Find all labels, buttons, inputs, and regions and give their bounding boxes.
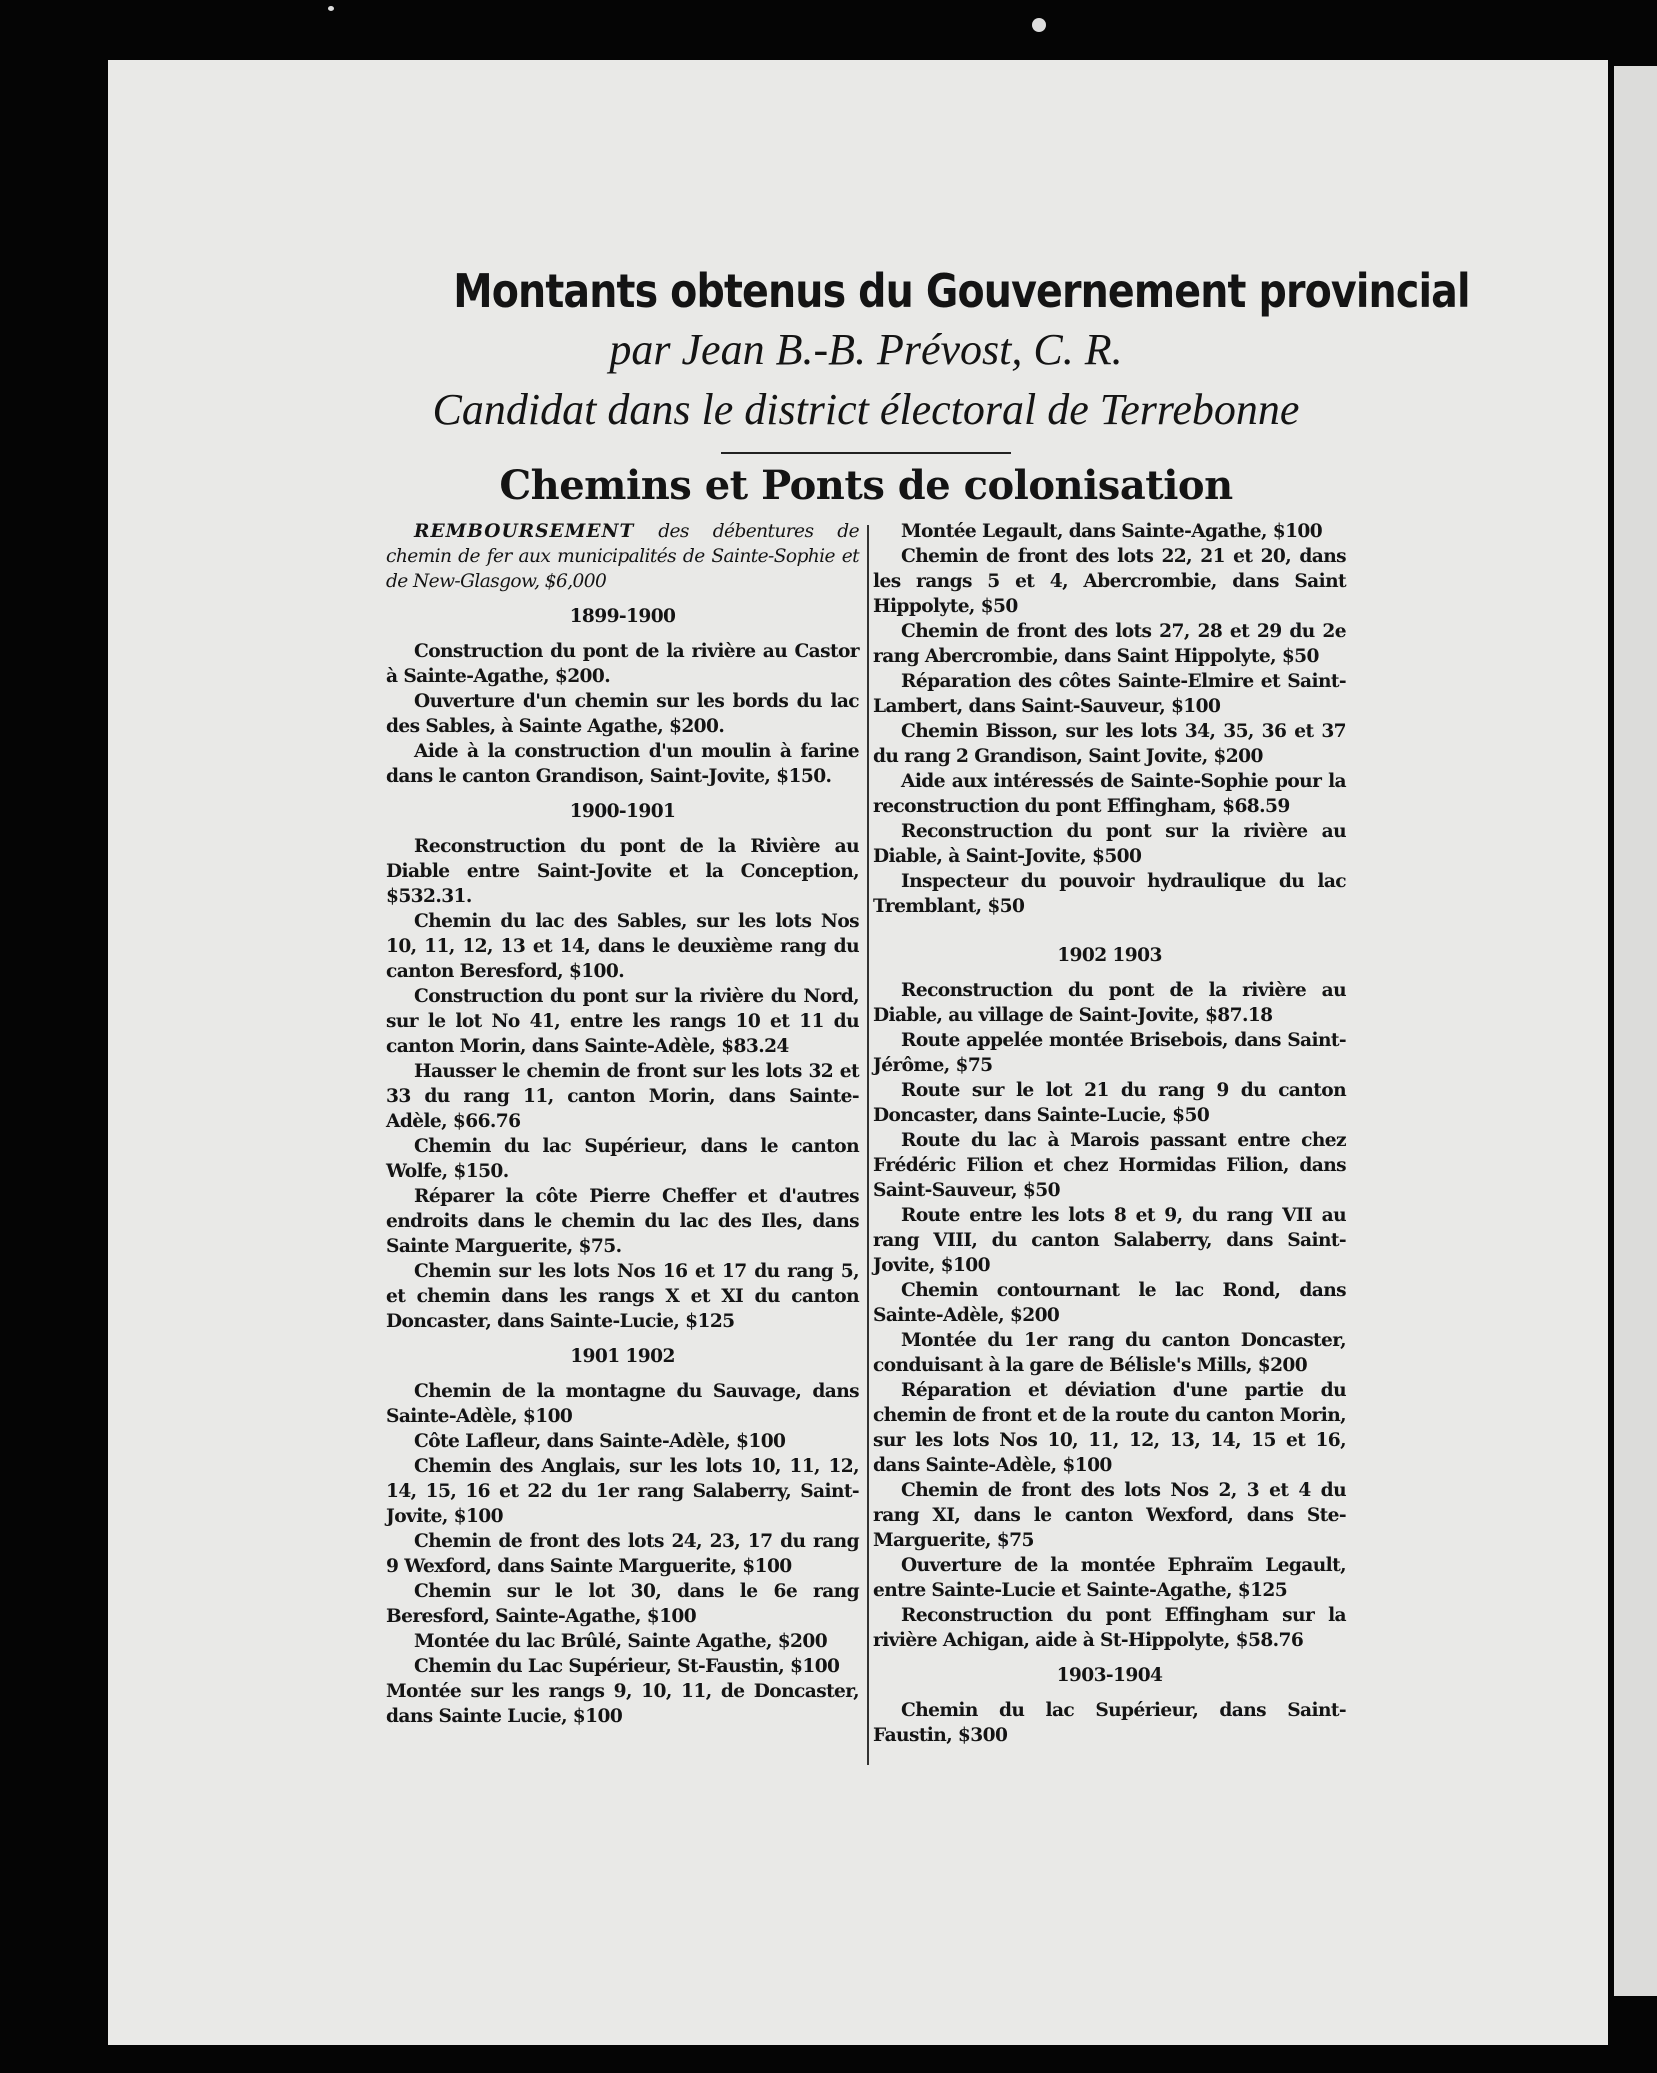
year-heading-1903: 1903-1904 [1056, 1665, 1163, 1686]
left-column [386, 519, 865, 1748]
list-item: Aide aux intéressés de Sainte-Sophie pour la reconstruction du pont Effingham, $68.59 [873, 771, 1346, 817]
list-item: Montée sur les rangs 9, 10, 11, de Doncaster, dans Sainte Lucie, $100 [386, 1681, 859, 1727]
page-title: Montants obtenus du Gouvernement provincial [453, 264, 1470, 318]
document-content [386, 264, 1470, 1748]
list-item: Aide à la construction d'un moulin à farine dans le canton Grandison, Saint-Jovite, $150. [386, 741, 859, 787]
entries-1902 [873, 978, 1346, 1653]
year-heading-1901: 1901 1902 [570, 1346, 675, 1367]
list-item: Côte Lafleur, dans Sainte-Adèle, $100 [414, 1431, 786, 1452]
list-item: Chemin de front des lots 24, 23, 17 du rang 9 Wexford, dans Sainte Marguerite, $100 [386, 1531, 859, 1577]
list-item: Construction du pont sur la rivière du Nord, sur le lot No 41, entre les rangs 10 et 11 du canton Morin, dans Sainte-Adèle, $83.24 [386, 986, 859, 1057]
scan-speck [328, 6, 334, 11]
byline: par Jean B.-B. Prévost, C. R. [609, 325, 1123, 374]
column-divider [867, 525, 869, 1765]
year-heading-1902: 1902 1903 [1057, 945, 1162, 966]
list-item: Chemin contournant le lac Rond, dans Sainte-Adèle, $200 [873, 1280, 1346, 1326]
list-item: Chemin sur les lots Nos 16 et 17 du rang 5, et chemin dans les rangs X et XI du canton Doncaster, dans Sainte-Lucie, $125 [386, 1261, 859, 1332]
list-item: Ouverture de la montée Ephraïm Legault, entre Sainte-Lucie et Sainte-Agathe, $125 [873, 1555, 1346, 1601]
adjacent-page-edge [1614, 66, 1657, 1996]
list-item: Route du lac à Marois passant entre chez Frédéric Filion et chez Hormidas Filion, dans Saint-Sauveur, $50 [873, 1130, 1346, 1201]
entries-1899 [386, 639, 859, 789]
list-item: Chemin de la montagne du Sauvage, dans Sainte-Adèle, $100 [386, 1381, 859, 1427]
list-item: Chemin du lac Supérieur, dans Saint-Faustin, $300 [873, 1700, 1346, 1746]
intro-paragraph [386, 519, 859, 594]
list-item: Chemin sur le lot 30, dans le 6e rang Beresford, Sainte-Agathe, $100 [386, 1581, 859, 1627]
list-item: Montée Legault, dans Sainte-Agathe, $100 [901, 521, 1323, 542]
list-item: Route entre les lots 8 et 9, du rang VII au rang VIII, du canton Salaberry, dans Saint-Jovite, $100 [873, 1205, 1346, 1276]
list-item: Montée du lac Brûlé, Sainte Agathe, $200 [414, 1631, 828, 1652]
title-rule [721, 452, 1011, 454]
list-item: Route sur le lot 21 du rang 9 du canton Doncaster, dans Sainte-Lucie, $50 [873, 1080, 1346, 1126]
year-heading-1900: 1900-1901 [569, 801, 676, 822]
section-title: Chemins et Ponts de colonisation [499, 462, 1233, 509]
entries-continued [873, 519, 1346, 919]
entries-1903 [873, 1698, 1346, 1748]
list-item: Réparation des côtes Sainte-Elmire et Saint-Lambert, dans Saint-Sauveur, $100 [873, 671, 1346, 717]
list-item: Chemin du Lac Supérieur, St-Faustin, $100 [414, 1656, 840, 1677]
list-item: Hausser le chemin de front sur les lots 32 et 33 du rang 11, canton Morin, dans Sainte-Adèle, $66.76 [386, 1061, 859, 1132]
intro-lead: REMBOURSEMENT [414, 521, 635, 542]
intro-text: des débentures de chemin de fer aux municipalités de Sainte-Sophie et de New-Glasgow, $6,000 [386, 521, 859, 592]
list-item: Réparation et déviation d'une partie du chemin de front et de la route du canton Morin, sur les lots Nos 10, 11, 12, 13, 14, 15 et 16, dans Sainte-Adèle, $100 [873, 1380, 1346, 1476]
list-item: Chemin de front des lots 27, 28 et 29 du 2e rang Abercrombie, dans Saint Hippolyte, $50 [873, 621, 1346, 667]
list-item: Chemin du lac Supérieur, dans le canton Wolfe, $150. [386, 1136, 859, 1182]
list-item: Chemin Bisson, sur les lots 34, 35, 36 et 37 du rang 2 Grandison, Saint Jovite, $200 [873, 721, 1346, 767]
entries-1901 [386, 1379, 859, 1729]
candidate-line: Candidat dans le district électoral de Terrebonne [432, 385, 1300, 434]
list-item: Montée du 1er rang du canton Doncaster, conduisant à la gare de Bélisle's Mills, $200 [873, 1330, 1346, 1376]
list-item: Chemin des Anglais, sur les lots 10, 11, 12, 14, 15, 16 et 22 du 1er rang Salaberry, Saint-Jovite, $100 [386, 1456, 859, 1527]
list-item: Construction du pont de la rivière au Castor à Sainte-Agathe, $200. [386, 641, 859, 687]
list-item: Inspecteur du pouvoir hydraulique du lac Tremblant, $50 [873, 871, 1346, 917]
list-item: Reconstruction du pont sur la rivière au Diable, à Saint-Jovite, $500 [873, 821, 1346, 867]
list-item: Chemin de front des lots Nos 2, 3 et 4 du rang XI, dans le canton Wexford, dans Ste-Marguerite, $75 [873, 1480, 1346, 1551]
list-item: Chemin de front des lots 22, 21 et 20, dans les rangs 5 et 4, Abercrombie, dans Saint Hippolyte, $50 [873, 546, 1346, 617]
scan-speck [1032, 18, 1046, 32]
list-item: Ouverture d'un chemin sur les bords du lac des Sables, à Sainte Agathe, $200. [386, 691, 859, 737]
list-item: Route appelée montée Brisebois, dans Saint-Jérôme, $75 [873, 1030, 1346, 1076]
list-item: Reconstruction du pont de la Rivière au Diable entre Saint-Jovite et la Conception, $532.31. [386, 836, 859, 907]
list-item: Chemin du lac des Sables, sur les lots Nos 10, 11, 12, 13 et 14, dans le deuxième rang du canton Beresford, $100. [386, 911, 859, 982]
list-item: Reconstruction du pont Effingham sur la rivière Achigan, aide à St-Hippolyte, $58.76 [873, 1605, 1346, 1651]
entries-1900 [386, 834, 859, 1334]
year-heading-1899: 1899-1900 [569, 606, 676, 627]
right-column [865, 519, 1346, 1748]
list-item: Réparer la côte Pierre Cheffer et d'autres endroits dans le chemin du lac des Iles, dans Sainte Marguerite, $75. [386, 1186, 859, 1257]
two-column-body [386, 519, 1346, 1748]
list-item: Reconstruction du pont de la rivière au Diable, au village de Saint-Jovite, $87.18 [873, 980, 1346, 1026]
